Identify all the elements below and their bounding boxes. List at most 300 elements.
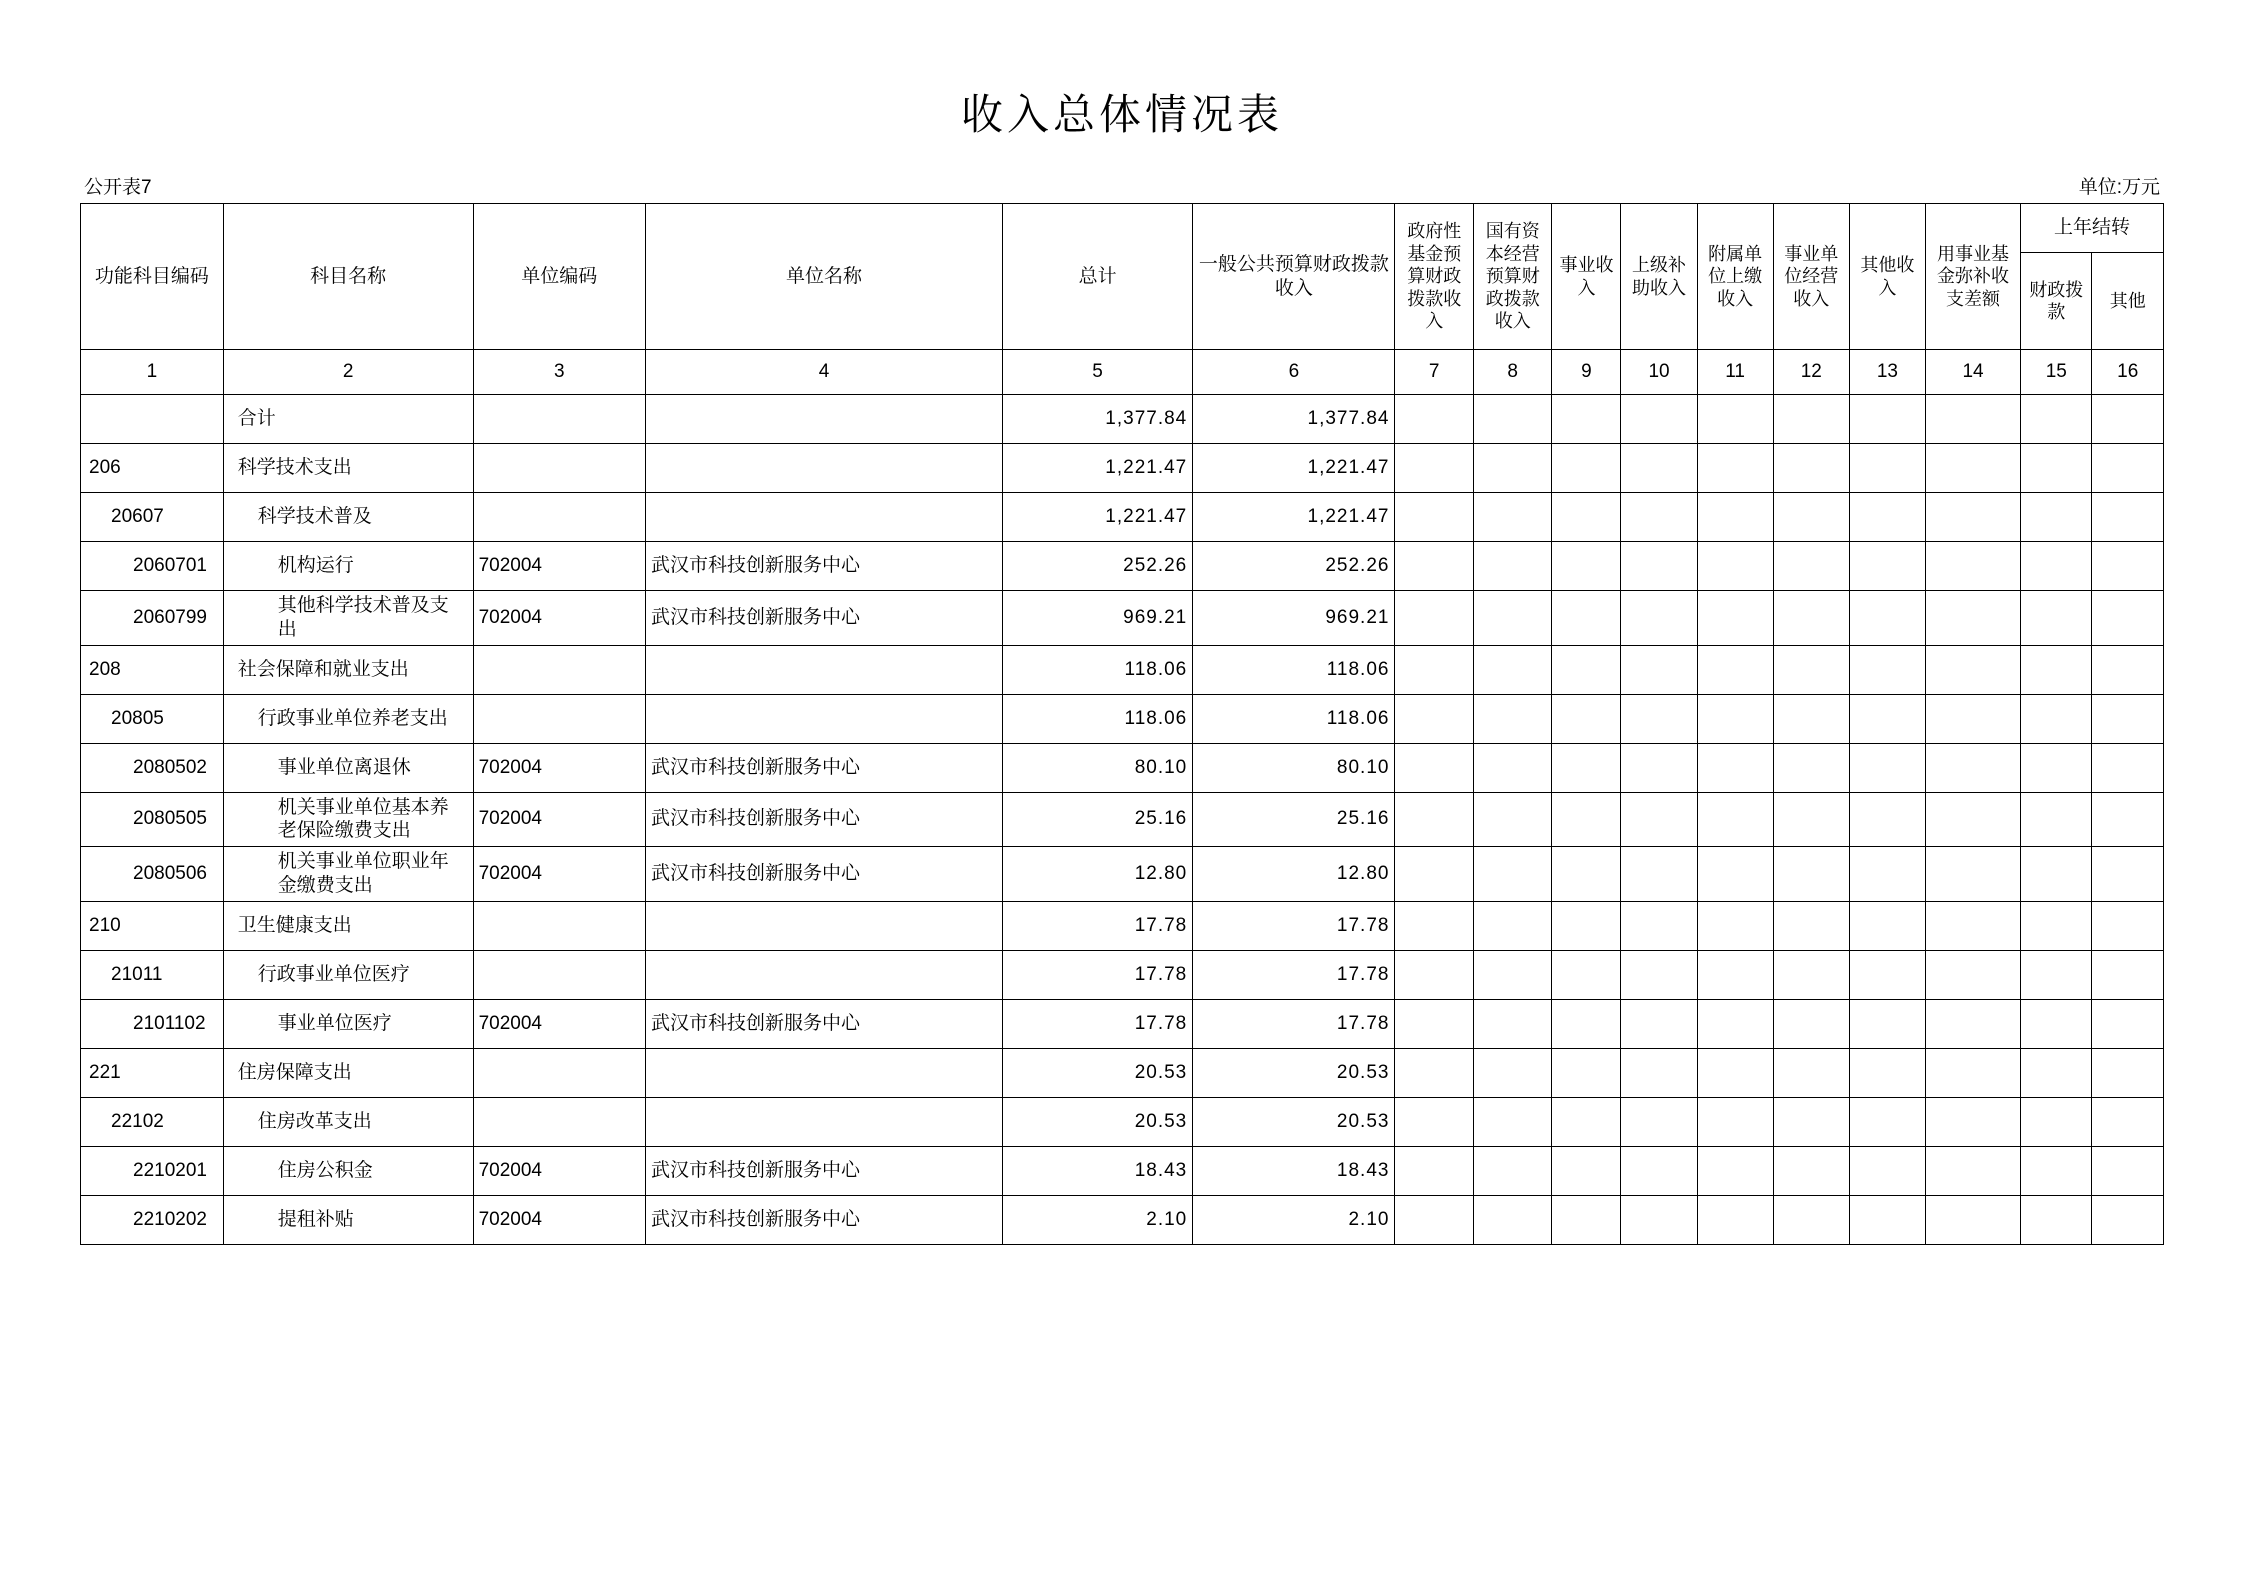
column-number: 1	[81, 350, 224, 395]
cell-general-public-budget: 118.06	[1193, 694, 1395, 743]
table-header-row	[81, 204, 2164, 253]
cell-carryover-fiscal	[2021, 1195, 2092, 1244]
cell-unit-code: 702004	[473, 999, 645, 1048]
cell-affiliated-unit-income	[1697, 999, 1773, 1048]
cell-state-capital-budget	[1473, 444, 1552, 493]
cell-subject-name: 其他科学技术普及支出	[223, 591, 473, 646]
cell-unit-name	[646, 950, 1003, 999]
cell-business-income	[1552, 395, 1621, 444]
cell-subject-name: 机关事业单位基本养老保险缴费支出	[223, 792, 473, 847]
cell-general-public-budget: 17.78	[1193, 901, 1395, 950]
cell-business-operation-income	[1773, 1146, 1849, 1195]
cell-carryover-other	[2092, 743, 2164, 792]
cell-business-income	[1552, 847, 1621, 902]
cell-subject-name: 住房保障支出	[223, 1048, 473, 1097]
cell-unit-code: 702004	[473, 792, 645, 847]
cell-business-income	[1552, 792, 1621, 847]
cell-unit-name	[646, 1048, 1003, 1097]
header-superior-subsidy-income: 上级补助收入	[1621, 204, 1697, 350]
cell-carryover-fiscal	[2021, 1048, 2092, 1097]
cell-business-operation-income	[1773, 847, 1849, 902]
cell-general-public-budget: 1,221.47	[1193, 493, 1395, 542]
cell-other-income	[1849, 542, 1925, 591]
cell-state-capital-budget	[1473, 792, 1552, 847]
table-body	[81, 395, 2164, 1245]
cell-functional-code: 2210201	[81, 1146, 224, 1195]
header-unit-code: 单位编码	[473, 204, 645, 350]
cell-gov-fund-budget	[1395, 542, 1474, 591]
cell-fund-offset	[1925, 792, 2020, 847]
cell-gov-fund-budget	[1395, 847, 1474, 902]
header-total: 总计	[1002, 204, 1192, 350]
cell-affiliated-unit-income	[1697, 1195, 1773, 1244]
cell-gov-fund-budget	[1395, 694, 1474, 743]
header-gov-fund-budget: 政府性基金预算财政拨款收入	[1395, 204, 1474, 350]
column-number: 11	[1697, 350, 1773, 395]
header-unit-name: 单位名称	[646, 204, 1003, 350]
cell-business-operation-income	[1773, 542, 1849, 591]
cell-general-public-budget: 20.53	[1193, 1048, 1395, 1097]
cell-superior-subsidy-income	[1621, 591, 1697, 646]
cell-subject-name: 机构运行	[223, 542, 473, 591]
cell-unit-code	[473, 1048, 645, 1097]
cell-affiliated-unit-income	[1697, 743, 1773, 792]
cell-gov-fund-budget	[1395, 792, 1474, 847]
cell-subject-name: 机关事业单位职业年金缴费支出	[223, 847, 473, 902]
cell-subject-name: 合计	[223, 395, 473, 444]
cell-state-capital-budget	[1473, 542, 1552, 591]
column-number: 8	[1473, 350, 1552, 395]
cell-gov-fund-budget	[1395, 999, 1474, 1048]
cell-business-operation-income	[1773, 950, 1849, 999]
column-number: 16	[2092, 350, 2164, 395]
column-number: 5	[1002, 350, 1192, 395]
cell-gov-fund-budget	[1395, 1048, 1474, 1097]
cell-business-operation-income	[1773, 395, 1849, 444]
cell-business-income	[1552, 901, 1621, 950]
cell-fund-offset	[1925, 694, 2020, 743]
cell-unit-name	[646, 444, 1003, 493]
cell-affiliated-unit-income	[1697, 645, 1773, 694]
cell-unit-name: 武汉市科技创新服务中心	[646, 999, 1003, 1048]
income-summary-table	[80, 203, 2164, 1245]
cell-superior-subsidy-income	[1621, 999, 1697, 1048]
header-carryover-other: 其他	[2092, 253, 2164, 350]
header-business-income: 事业收入	[1552, 204, 1621, 350]
table-row	[81, 901, 2164, 950]
cell-total: 80.10	[1002, 743, 1192, 792]
cell-functional-code: 21011	[81, 950, 224, 999]
cell-superior-subsidy-income	[1621, 1097, 1697, 1146]
cell-affiliated-unit-income	[1697, 792, 1773, 847]
cell-business-income	[1552, 1048, 1621, 1097]
cell-total: 17.78	[1002, 999, 1192, 1048]
cell-functional-code: 22102	[81, 1097, 224, 1146]
cell-unit-code: 702004	[473, 1146, 645, 1195]
cell-state-capital-budget	[1473, 901, 1552, 950]
cell-subject-name: 行政事业单位养老支出	[223, 694, 473, 743]
cell-total: 17.78	[1002, 950, 1192, 999]
cell-general-public-budget: 2.10	[1193, 1195, 1395, 1244]
table-row	[81, 493, 2164, 542]
table-row	[81, 542, 2164, 591]
cell-carryover-fiscal	[2021, 999, 2092, 1048]
cell-unit-name	[646, 694, 1003, 743]
cell-total: 25.16	[1002, 792, 1192, 847]
cell-gov-fund-budget	[1395, 493, 1474, 542]
cell-carryover-other	[2092, 847, 2164, 902]
cell-fund-offset	[1925, 901, 2020, 950]
cell-business-operation-income	[1773, 645, 1849, 694]
cell-carryover-other	[2092, 792, 2164, 847]
cell-superior-subsidy-income	[1621, 1048, 1697, 1097]
cell-carryover-fiscal	[2021, 847, 2092, 902]
cell-functional-code: 208	[81, 645, 224, 694]
cell-superior-subsidy-income	[1621, 493, 1697, 542]
cell-affiliated-unit-income	[1697, 542, 1773, 591]
cell-gov-fund-budget	[1395, 743, 1474, 792]
cell-general-public-budget: 1,377.84	[1193, 395, 1395, 444]
cell-unit-code	[473, 901, 645, 950]
cell-carryover-other	[2092, 1097, 2164, 1146]
cell-functional-code: 2060799	[81, 591, 224, 646]
table-row	[81, 645, 2164, 694]
cell-unit-name: 武汉市科技创新服务中心	[646, 591, 1003, 646]
cell-carryover-other	[2092, 542, 2164, 591]
cell-state-capital-budget	[1473, 1195, 1552, 1244]
cell-unit-name: 武汉市科技创新服务中心	[646, 542, 1003, 591]
cell-affiliated-unit-income	[1697, 1048, 1773, 1097]
cell-other-income	[1849, 743, 1925, 792]
cell-unit-code: 702004	[473, 847, 645, 902]
cell-functional-code: 20607	[81, 493, 224, 542]
cell-unit-name	[646, 1097, 1003, 1146]
cell-state-capital-budget	[1473, 743, 1552, 792]
cell-general-public-budget: 252.26	[1193, 542, 1395, 591]
cell-total: 20.53	[1002, 1097, 1192, 1146]
cell-business-income	[1552, 1097, 1621, 1146]
cell-other-income	[1849, 645, 1925, 694]
cell-affiliated-unit-income	[1697, 1146, 1773, 1195]
cell-unit-code	[473, 493, 645, 542]
cell-gov-fund-budget	[1395, 444, 1474, 493]
cell-other-income	[1849, 694, 1925, 743]
cell-other-income	[1849, 1195, 1925, 1244]
cell-business-income	[1552, 591, 1621, 646]
cell-carryover-fiscal	[2021, 591, 2092, 646]
cell-unit-code: 702004	[473, 1195, 645, 1244]
cell-affiliated-unit-income	[1697, 444, 1773, 493]
cell-carryover-other	[2092, 395, 2164, 444]
cell-carryover-fiscal	[2021, 901, 2092, 950]
cell-carryover-other	[2092, 999, 2164, 1048]
cell-fund-offset	[1925, 444, 2020, 493]
cell-fund-offset	[1925, 950, 2020, 999]
table-label: 公开表7	[84, 177, 152, 198]
cell-state-capital-budget	[1473, 694, 1552, 743]
cell-unit-name: 武汉市科技创新服务中心	[646, 1195, 1003, 1244]
cell-carryover-fiscal	[2021, 950, 2092, 999]
cell-affiliated-unit-income	[1697, 901, 1773, 950]
cell-superior-subsidy-income	[1621, 1195, 1697, 1244]
column-number: 3	[473, 350, 645, 395]
header-subject-name: 科目名称	[223, 204, 473, 350]
cell-carryover-fiscal	[2021, 645, 2092, 694]
table-row	[81, 847, 2164, 902]
cell-business-income	[1552, 1146, 1621, 1195]
column-number: 10	[1621, 350, 1697, 395]
cell-carryover-fiscal	[2021, 542, 2092, 591]
table-row	[81, 444, 2164, 493]
cell-subject-name: 住房公积金	[223, 1146, 473, 1195]
cell-business-income	[1552, 493, 1621, 542]
cell-carryover-other	[2092, 1146, 2164, 1195]
cell-business-operation-income	[1773, 901, 1849, 950]
cell-state-capital-budget	[1473, 1097, 1552, 1146]
cell-gov-fund-budget	[1395, 645, 1474, 694]
cell-fund-offset	[1925, 1048, 2020, 1097]
cell-fund-offset	[1925, 591, 2020, 646]
cell-superior-subsidy-income	[1621, 444, 1697, 493]
cell-other-income	[1849, 950, 1925, 999]
column-number: 15	[2021, 350, 2092, 395]
cell-other-income	[1849, 591, 1925, 646]
cell-general-public-budget: 17.78	[1193, 950, 1395, 999]
cell-general-public-budget: 80.10	[1193, 743, 1395, 792]
cell-other-income	[1849, 999, 1925, 1048]
cell-business-operation-income	[1773, 1195, 1849, 1244]
cell-subject-name: 事业单位医疗	[223, 999, 473, 1048]
cell-total: 1,221.47	[1002, 493, 1192, 542]
cell-gov-fund-budget	[1395, 1195, 1474, 1244]
column-number: 9	[1552, 350, 1621, 395]
cell-subject-name: 住房改革支出	[223, 1097, 473, 1146]
cell-subject-name: 科学技术普及	[223, 493, 473, 542]
table-meta	[80, 172, 2164, 203]
cell-superior-subsidy-income	[1621, 1146, 1697, 1195]
column-number: 6	[1193, 350, 1395, 395]
cell-other-income	[1849, 395, 1925, 444]
cell-affiliated-unit-income	[1697, 1097, 1773, 1146]
cell-business-income	[1552, 1195, 1621, 1244]
cell-carryover-other	[2092, 950, 2164, 999]
cell-functional-code: 210	[81, 901, 224, 950]
cell-general-public-budget: 1,221.47	[1193, 444, 1395, 493]
cell-general-public-budget: 12.80	[1193, 847, 1395, 902]
cell-unit-code	[473, 950, 645, 999]
header-functional-code: 功能科目编码	[81, 204, 224, 350]
cell-carryover-other	[2092, 591, 2164, 646]
cell-gov-fund-budget	[1395, 395, 1474, 444]
header-fund-offset: 用事业基金弥补收支差额	[1925, 204, 2020, 350]
cell-carryover-fiscal	[2021, 694, 2092, 743]
header-affiliated-unit-income: 附属单位上缴收入	[1697, 204, 1773, 350]
table-row	[81, 591, 2164, 646]
cell-carryover-fiscal	[2021, 1146, 2092, 1195]
header-general-public-budget: 一般公共预算财政拨款收入	[1193, 204, 1395, 350]
cell-business-operation-income	[1773, 1048, 1849, 1097]
cell-state-capital-budget	[1473, 493, 1552, 542]
cell-affiliated-unit-income	[1697, 847, 1773, 902]
cell-superior-subsidy-income	[1621, 395, 1697, 444]
cell-unit-name	[646, 395, 1003, 444]
column-number: 2	[223, 350, 473, 395]
cell-total: 2.10	[1002, 1195, 1192, 1244]
cell-general-public-budget: 17.78	[1193, 999, 1395, 1048]
cell-other-income	[1849, 1146, 1925, 1195]
table-row	[81, 950, 2164, 999]
cell-business-income	[1552, 743, 1621, 792]
cell-functional-code: 2080502	[81, 743, 224, 792]
cell-business-income	[1552, 542, 1621, 591]
cell-subject-name: 行政事业单位医疗	[223, 950, 473, 999]
cell-unit-name	[646, 645, 1003, 694]
cell-state-capital-budget	[1473, 847, 1552, 902]
cell-state-capital-budget	[1473, 950, 1552, 999]
cell-unit-code	[473, 444, 645, 493]
cell-functional-code	[81, 395, 224, 444]
header-state-capital-budget: 国有资本经营预算财政拨款收入	[1473, 204, 1552, 350]
cell-carryover-fiscal	[2021, 1097, 2092, 1146]
cell-superior-subsidy-income	[1621, 901, 1697, 950]
cell-unit-name: 武汉市科技创新服务中心	[646, 743, 1003, 792]
cell-superior-subsidy-income	[1621, 847, 1697, 902]
cell-business-income	[1552, 645, 1621, 694]
column-number: 12	[1773, 350, 1849, 395]
cell-business-income	[1552, 444, 1621, 493]
cell-carryover-other	[2092, 493, 2164, 542]
cell-unit-code	[473, 694, 645, 743]
cell-superior-subsidy-income	[1621, 950, 1697, 999]
cell-business-operation-income	[1773, 694, 1849, 743]
cell-carryover-fiscal	[2021, 444, 2092, 493]
table-row	[81, 1097, 2164, 1146]
cell-carryover-fiscal	[2021, 792, 2092, 847]
cell-carryover-fiscal	[2021, 743, 2092, 792]
cell-gov-fund-budget	[1395, 1097, 1474, 1146]
cell-affiliated-unit-income	[1697, 950, 1773, 999]
cell-state-capital-budget	[1473, 591, 1552, 646]
cell-superior-subsidy-income	[1621, 792, 1697, 847]
cell-fund-offset	[1925, 999, 2020, 1048]
cell-carryover-other	[2092, 1048, 2164, 1097]
cell-state-capital-budget	[1473, 1146, 1552, 1195]
cell-business-income	[1552, 694, 1621, 743]
cell-carryover-fiscal	[2021, 395, 2092, 444]
cell-fund-offset	[1925, 1195, 2020, 1244]
cell-state-capital-budget	[1473, 395, 1552, 444]
cell-functional-code: 2210202	[81, 1195, 224, 1244]
cell-gov-fund-budget	[1395, 950, 1474, 999]
cell-general-public-budget: 20.53	[1193, 1097, 1395, 1146]
cell-fund-offset	[1925, 847, 2020, 902]
header-other-income: 其他收入	[1849, 204, 1925, 350]
cell-business-operation-income	[1773, 591, 1849, 646]
column-number: 4	[646, 350, 1003, 395]
cell-business-operation-income	[1773, 999, 1849, 1048]
cell-total: 20.53	[1002, 1048, 1192, 1097]
cell-total: 12.80	[1002, 847, 1192, 902]
unit-note: 单位:万元	[2078, 177, 2160, 198]
cell-affiliated-unit-income	[1697, 493, 1773, 542]
cell-unit-name: 武汉市科技创新服务中心	[646, 1146, 1003, 1195]
cell-state-capital-budget	[1473, 999, 1552, 1048]
cell-total: 252.26	[1002, 542, 1192, 591]
cell-other-income	[1849, 792, 1925, 847]
column-number: 14	[1925, 350, 2020, 395]
cell-carryover-other	[2092, 1195, 2164, 1244]
cell-functional-code: 2080506	[81, 847, 224, 902]
cell-unit-name	[646, 493, 1003, 542]
cell-fund-offset	[1925, 743, 2020, 792]
table-row	[81, 999, 2164, 1048]
cell-functional-code: 2060701	[81, 542, 224, 591]
table-row	[81, 395, 2164, 444]
cell-unit-code	[473, 645, 645, 694]
cell-total: 18.43	[1002, 1146, 1192, 1195]
cell-unit-code: 702004	[473, 591, 645, 646]
cell-general-public-budget: 118.06	[1193, 645, 1395, 694]
cell-subject-name: 提租补贴	[223, 1195, 473, 1244]
cell-total: 969.21	[1002, 591, 1192, 646]
column-number-row	[81, 350, 2164, 395]
cell-other-income	[1849, 444, 1925, 493]
cell-affiliated-unit-income	[1697, 694, 1773, 743]
cell-carryover-fiscal	[2021, 493, 2092, 542]
cell-subject-name: 卫生健康支出	[223, 901, 473, 950]
cell-unit-code	[473, 1097, 645, 1146]
cell-state-capital-budget	[1473, 645, 1552, 694]
cell-unit-code: 702004	[473, 542, 645, 591]
cell-general-public-budget: 25.16	[1193, 792, 1395, 847]
page-title: 收入总体情况表	[960, 93, 1283, 139]
cell-other-income	[1849, 847, 1925, 902]
column-number: 7	[1395, 350, 1474, 395]
cell-unit-code: 702004	[473, 743, 645, 792]
cell-business-operation-income	[1773, 493, 1849, 542]
cell-unit-name	[646, 901, 1003, 950]
cell-carryover-other	[2092, 444, 2164, 493]
cell-carryover-other	[2092, 694, 2164, 743]
header-business-operation-income: 事业单位经营收入	[1773, 204, 1849, 350]
cell-fund-offset	[1925, 1097, 2020, 1146]
cell-other-income	[1849, 901, 1925, 950]
cell-total: 1,221.47	[1002, 444, 1192, 493]
cell-functional-code: 20805	[81, 694, 224, 743]
cell-carryover-other	[2092, 901, 2164, 950]
cell-superior-subsidy-income	[1621, 542, 1697, 591]
cell-other-income	[1849, 1048, 1925, 1097]
cell-business-operation-income	[1773, 1097, 1849, 1146]
cell-total: 118.06	[1002, 694, 1192, 743]
cell-fund-offset	[1925, 645, 2020, 694]
header-carryover-fiscal: 财政拨款	[2021, 253, 2092, 350]
cell-gov-fund-budget	[1395, 1146, 1474, 1195]
cell-fund-offset	[1925, 542, 2020, 591]
table-row	[81, 694, 2164, 743]
cell-general-public-budget: 969.21	[1193, 591, 1395, 646]
cell-affiliated-unit-income	[1697, 395, 1773, 444]
cell-unit-code	[473, 395, 645, 444]
cell-fund-offset	[1925, 395, 2020, 444]
table-row	[81, 1195, 2164, 1244]
cell-unit-name: 武汉市科技创新服务中心	[646, 847, 1003, 902]
cell-unit-name: 武汉市科技创新服务中心	[646, 792, 1003, 847]
cell-functional-code: 221	[81, 1048, 224, 1097]
cell-carryover-other	[2092, 645, 2164, 694]
cell-subject-name: 社会保障和就业支出	[223, 645, 473, 694]
cell-business-operation-income	[1773, 444, 1849, 493]
